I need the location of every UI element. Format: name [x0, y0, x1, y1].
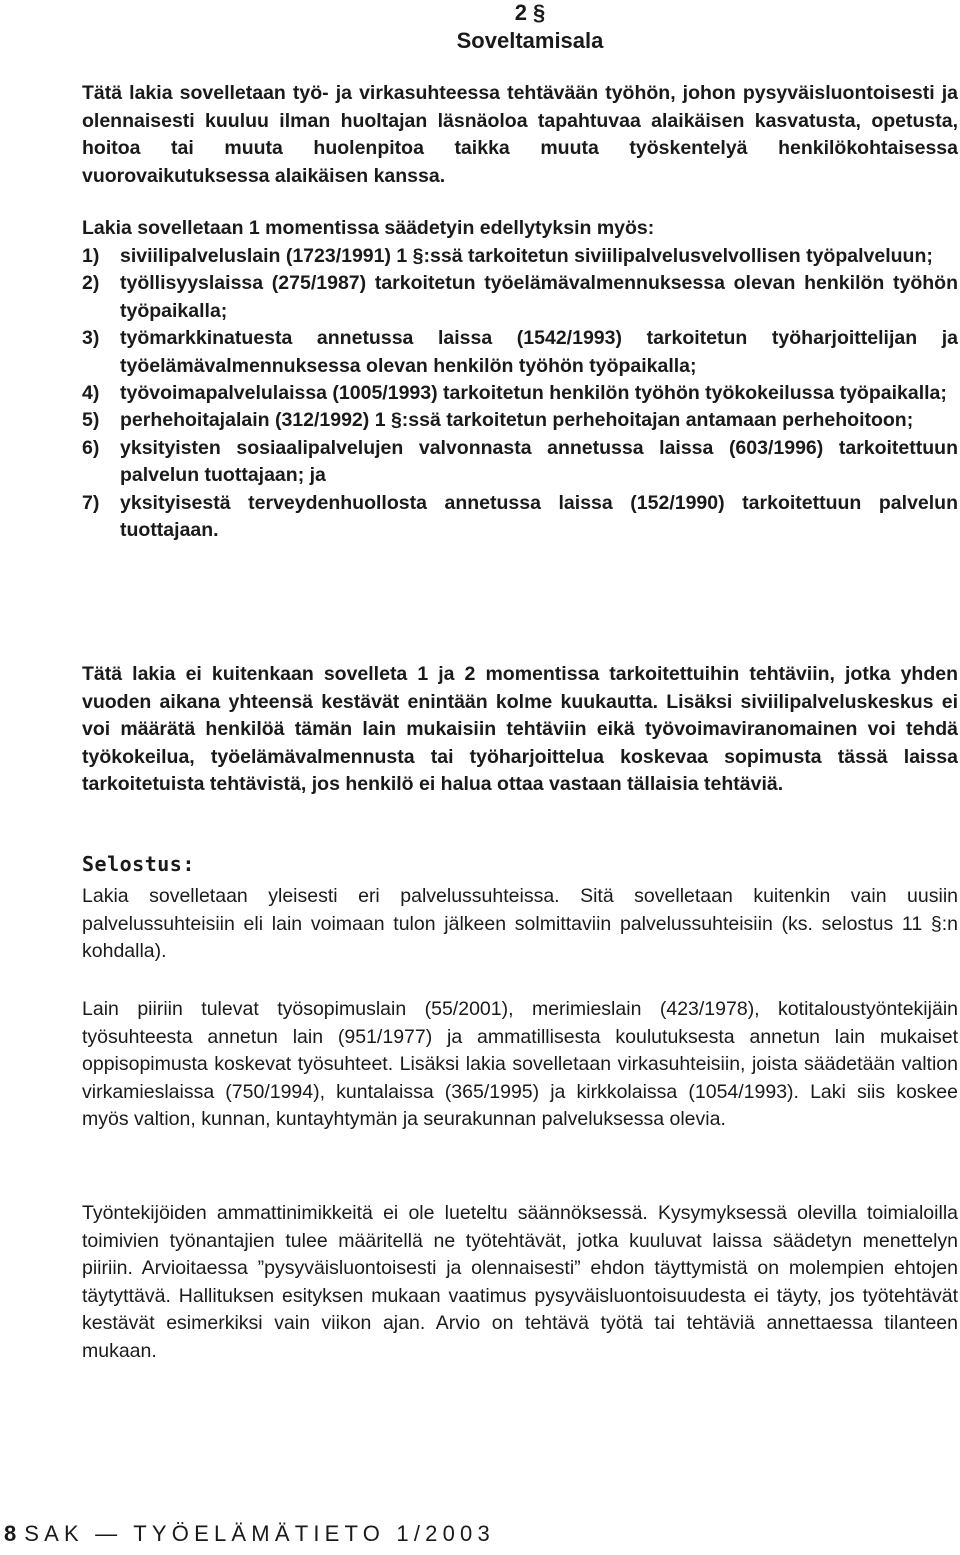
selostus-label: Selostus: [82, 852, 195, 876]
list-item-text: työvoimapalvelulaissa (1005/1993) tarkoitetun henkilön työhön työkokeilussa työpaikalla; [120, 382, 947, 405]
publication-name: SAK — TYÖELÄMÄTIETO 1/2003 [24, 1521, 495, 1546]
section-title: Soveltamisala [456, 28, 604, 53]
list-item-number: 4) [82, 382, 100, 405]
list-item-text: yksityisten sosiaalipalvelujen valvonnasta annetussa laissa (603/1996) tarkoitettuun palvelun tuottajaan; ja [120, 436, 958, 487]
list-item-number: 1) [82, 245, 100, 267]
list-item-text: työmarkkinatuesta annetussa laissa (1542/1993) tarkoitetun työharjoittelijan ja työelämävalmennuksessa olevan henkilön työhön työpaikalla; [120, 327, 958, 377]
list-intro: Lakia sovelletaan 1 momentissa säädetyin edellytyksin myös: [82, 217, 655, 239]
list-item [82, 490, 958, 545]
list-item [82, 435, 958, 490]
section-number: 2 § [514, 0, 546, 25]
list-item [82, 243, 958, 270]
list-item [82, 380, 958, 407]
list-item-number: 7) [82, 491, 100, 514]
list-item-text: työllisyyslaissa (275/1987) tarkoitetun työelämävalmennuksessa olevan henkilön työhön työpaikalla; [120, 272, 958, 322]
selostus-paragraph-2: Lain piiriin tulevat työsopimuslain (55/2001), merimieslain (423/1978), kotitaloustyöntekijäin työsuhteesta annetun lain (951/1977) ja ammatillisesta koulutuksesta annetun lain mukaiset oppisopimusta koskevat työsuhteet. Lisäksi lakia sovelletaan virkasuhteisiin, joista säädetään valtion virkamieslaissa (750/1994), kuntalaissa (365/1995) ja kirkkolaissa (1054/1993). Laki siis koskee myös valtion, kunnan, kuntayhtymän ja seurakunnan palveluksessa olevia. [82, 998, 958, 1130]
exception-paragraph: Tätä lakia ei kuitenkaan sovelleta 1 ja 2 momentissa tarkoitettuihin tehtäviin, jotka yhden vuoden aikana yhteensä kestävät enintään kolme kuukautta. Lisäksi siviilipalveluskeskus ei voi määrätä henkilöä tämän lain mukaisiin tehtäviin eikä työvoimaviranomainen voi tehdä työkokeilua, työelämävalmennusta tai työharjoittelua koskevaa sopimusta tässä laissa tarkoitetuista tehtävistä, jos henkilö ei halua ottaa vastaan tällaisia tehtäviä. [82, 663, 958, 795]
intro-paragraph: Tätä lakia sovelletaan työ- ja virkasuhteessa tehtävään työhön, johon pysyväisluontoisesti ja olennaisesti kuuluu ilman huoltajan läsnäoloa tapahtuvaa alaikäisen kasvatusta, opetusta, hoitoa tai muuta huolenpitoa taikka muuta työskentelyä henkilökohtaisessa vuorovaikutuksessa alaikäisen kanssa. [82, 82, 958, 187]
selostus-paragraph-1: Lakia sovelletaan yleisesti eri palvelussuhteissa. Sitä sovelletaan kuitenkin vain uusiin palvelussuhteisiin eli lain voimaan tulon jälkeen solmittaviin palvelussuhteisiin (ks. selostus 11 §:n kohdalla). [82, 885, 958, 962]
list-item-number: 5) [82, 409, 100, 432]
list-item-number: 2) [82, 272, 100, 295]
list-item-text: perhehoitajalain (312/1992) 1 §:ssä tarkoitetun perhehoitajan antamaan perhehoitoon; [120, 409, 914, 432]
list-item-number: 3) [82, 327, 100, 350]
list-item [82, 325, 958, 380]
list-item-text: siviilipalveluslain (1723/1991) 1 §:ssä tarkoitetun siviilipalvelusvelvollisen työpalveluun; [120, 245, 933, 267]
list-item-text: yksityisestä terveydenhuollosta annetussa laissa (152/1990) tarkoitettuun palvelun tuottajaan. [120, 491, 958, 542]
applicability-list [82, 243, 958, 544]
list-item [82, 270, 958, 325]
list-item-number: 6) [82, 436, 100, 459]
page-footer [4, 1521, 495, 1547]
page-number: 8 [4, 1521, 17, 1546]
section-heading [380, 0, 680, 56]
list-item [82, 407, 958, 434]
selostus-paragraph-3: Työntekijöiden ammattinimikkeitä ei ole lueteltu säännöksessä. Kysymyksessä olevilla toimialoilla toimivien työnantajien tulee määritellä ne työtehtävät, jotka kuuluvat laissa säädetyn menettelyn piiriin. Arvioitaessa ”pysyväisluontoisesti ja olennaisesti” ehdon täyttymistä on molempien ehtojen täytyttävä. Hallituksen esityksen mukaan vaatimus pysyväisluontoisuudesta ei täyty, jos työtehtävät kestävät esimerkiksi vain viikon ajan. Arvio on tehtävä työtä tai tehtäviä annettaessa tilanteen mukaan. [82, 1202, 958, 1362]
